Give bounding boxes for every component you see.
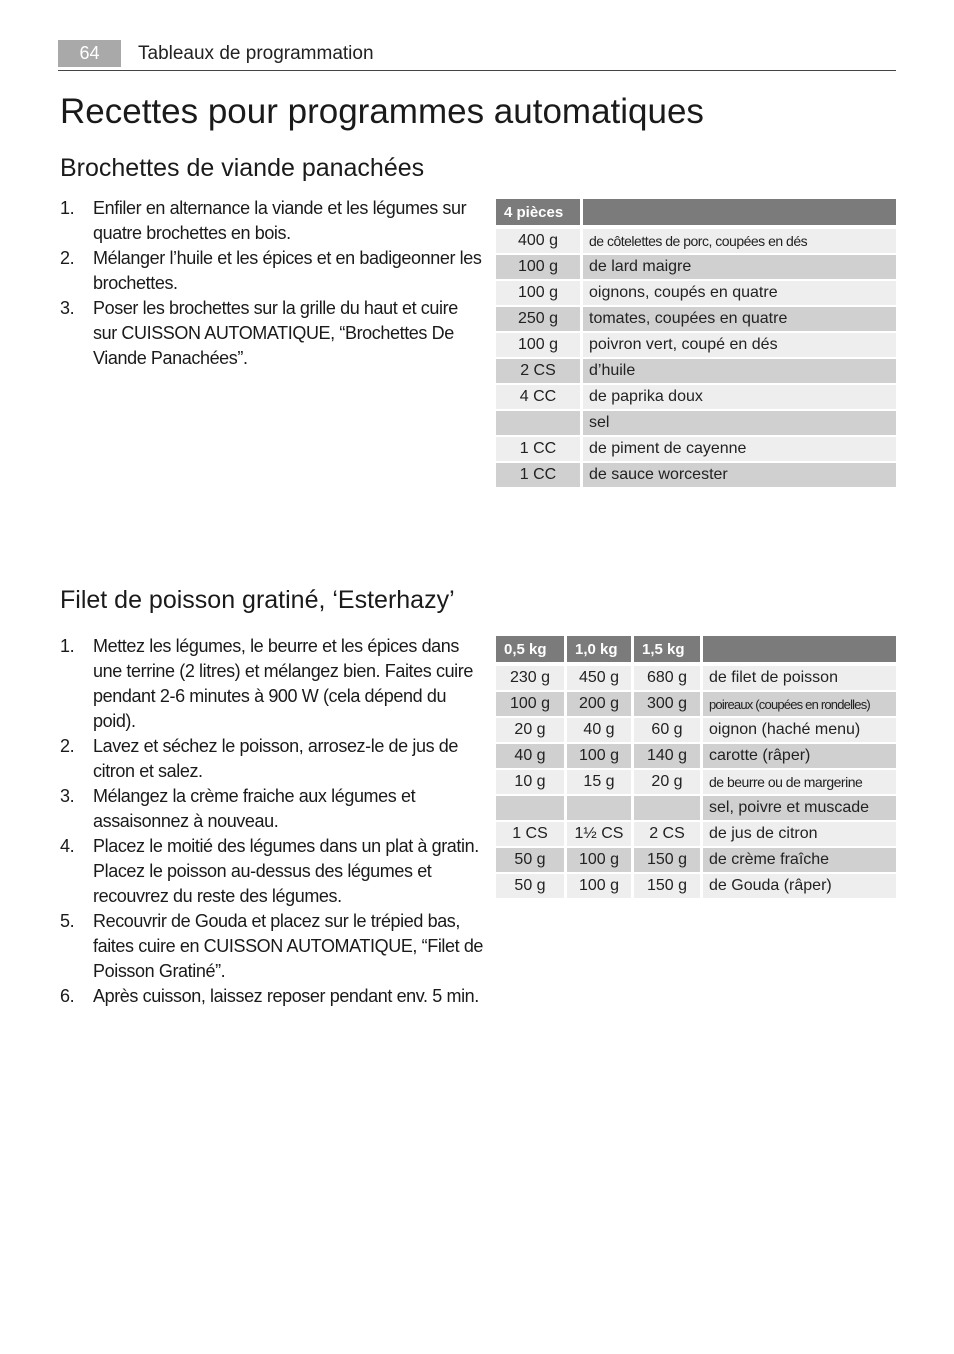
- table-row: [496, 796, 896, 822]
- table-row: [496, 692, 896, 718]
- recipe2-step: [60, 734, 484, 784]
- step-number: 6.: [60, 986, 75, 1006]
- quantity-cell: 100 g: [496, 692, 564, 718]
- table-row: [496, 307, 896, 333]
- column-header: 4 pièces: [496, 199, 580, 229]
- table-header-row: [496, 636, 896, 666]
- quantity-cell: 100 g: [496, 281, 580, 307]
- table-row: [496, 359, 896, 385]
- quantity-cell: 50 g: [496, 874, 564, 900]
- step-number: 1.: [60, 198, 75, 218]
- quantity-cell: 15 g: [567, 770, 631, 796]
- quantity-cell: 150 g: [634, 874, 700, 900]
- ingredient-cell: de beurre ou de margerine: [703, 770, 896, 796]
- recipe1-step: [60, 296, 484, 371]
- page-header: [58, 40, 896, 71]
- table-row: [496, 848, 896, 874]
- column-header: 1,5 kg: [634, 636, 700, 666]
- ingredient-cell: poivron vert, coupé en dés: [583, 333, 896, 359]
- table-header-row: [496, 199, 896, 229]
- recipe2-step: [60, 909, 484, 984]
- quantity-cell: 1 CC: [496, 437, 580, 463]
- ingredient-cell: sel: [583, 411, 896, 437]
- step-number: 1.: [60, 636, 75, 656]
- table-row: [496, 770, 896, 796]
- ingredient-cell: de lard maigre: [583, 255, 896, 281]
- table-row: [496, 874, 896, 900]
- ingredient-cell: poireaux (coupées en rondelles): [703, 692, 896, 718]
- ingredient-cell: de crème fraîche: [703, 848, 896, 874]
- quantity-cell: 100 g: [567, 874, 631, 900]
- ingredient-cell: tomates, coupées en quatre: [583, 307, 896, 333]
- quantity-cell: 40 g: [567, 718, 631, 744]
- quantity-cell: 400 g: [496, 229, 580, 255]
- column-header: [583, 199, 896, 229]
- recipe1-step: [60, 246, 484, 296]
- quantity-cell: 230 g: [496, 666, 564, 692]
- step-text: Lavez et séchez le poisson, arrosez-le de jus de citron et salez.: [93, 736, 459, 781]
- quantity-cell: 20 g: [496, 718, 564, 744]
- ingredient-cell: carotte (râper): [703, 744, 896, 770]
- table-row: [496, 281, 896, 307]
- recipe2-heading: Filet de poisson gratiné, ‘Esterhazy’: [60, 586, 455, 614]
- step-text: Mélangez la crème fraiche aux légumes et assaisonnez à nouveau.: [93, 786, 416, 831]
- step-text: Mélanger l’huile et les épices et en badigeonner les brochettes.: [93, 248, 482, 293]
- quantity-cell: 680 g: [634, 666, 700, 692]
- quantity-cell: 300 g: [634, 692, 700, 718]
- quantity-cell: 100 g: [567, 848, 631, 874]
- step-number: 2.: [60, 736, 75, 756]
- quantity-cell: 60 g: [634, 718, 700, 744]
- column-header: [703, 636, 896, 666]
- ingredient-cell: de jus de citron: [703, 822, 896, 848]
- ingredient-cell: oignons, coupés en quatre: [583, 281, 896, 307]
- table-row: [496, 718, 896, 744]
- step-text: Placez le moitié des légumes dans un plat à gratin. Placez le poisson au-dessus des légumes et recouvrez du reste des légumes.: [93, 836, 479, 906]
- recipe1-ingredients-table: [493, 199, 899, 489]
- table-row: [496, 666, 896, 692]
- quantity-cell: 150 g: [634, 848, 700, 874]
- recipe1-heading: Brochettes de viande panachées: [60, 154, 425, 182]
- quantity-cell: 1 CC: [496, 463, 580, 489]
- ingredient-cell: de paprika doux: [583, 385, 896, 411]
- quantity-cell: [634, 796, 700, 822]
- quantity-cell: 450 g: [567, 666, 631, 692]
- quantity-cell: 1½ CS: [567, 822, 631, 848]
- quantity-cell: 20 g: [634, 770, 700, 796]
- recipe2-step: [60, 984, 484, 1009]
- quantity-cell: 250 g: [496, 307, 580, 333]
- ingredient-cell: d’huile: [583, 359, 896, 385]
- ingredient-cell: de sauce worcester: [583, 463, 896, 489]
- recipe2-steps: [60, 634, 484, 1009]
- step-number: 4.: [60, 836, 75, 856]
- table-row: [496, 744, 896, 770]
- quantity-cell: 10 g: [496, 770, 564, 796]
- step-number: 3.: [60, 298, 75, 318]
- quantity-cell: [496, 796, 564, 822]
- quantity-cell: 40 g: [496, 744, 564, 770]
- recipe1-steps: [60, 196, 484, 371]
- quantity-cell: 2 CS: [634, 822, 700, 848]
- step-text: Mettez les légumes, le beurre et les épices dans une terrine (2 litres) et mélangez bien. Faites cuire pendant 2-6 minutes à 900 W (cela dépend du poid).: [93, 636, 473, 731]
- section-label: Tableaux de programmation: [138, 43, 374, 64]
- quantity-cell: 100 g: [496, 333, 580, 359]
- quantity-cell: 4 CC: [496, 385, 580, 411]
- recipe2-ingredients-table: [493, 636, 899, 900]
- quantity-cell: 140 g: [634, 744, 700, 770]
- page-number: 64: [58, 40, 121, 67]
- ingredient-cell: de piment de cayenne: [583, 437, 896, 463]
- step-text: Poser les brochettes sur la grille du haut et cuire sur CUISSON AUTOMATIQUE, “Brochettes De Viande Panachées”.: [93, 298, 458, 368]
- quantity-cell: 2 CS: [496, 359, 580, 385]
- column-header: 1,0 kg: [567, 636, 631, 666]
- step-number: 5.: [60, 911, 75, 931]
- step-number: 3.: [60, 786, 75, 806]
- recipe2-step: [60, 834, 484, 909]
- step-number: 2.: [60, 248, 75, 268]
- quantity-cell: 100 g: [496, 255, 580, 281]
- quantity-cell: 1 CS: [496, 822, 564, 848]
- ingredient-cell: de côtelettes de porc, coupées en dés: [583, 229, 896, 255]
- table-row: [496, 385, 896, 411]
- page-title: Recettes pour programmes automatiques: [60, 92, 704, 131]
- table-row: [496, 463, 896, 489]
- step-text: Enfiler en alternance la viande et les légumes sur quatre brochettes en bois.: [93, 198, 467, 243]
- recipe2-step: [60, 634, 484, 734]
- ingredient-cell: sel, poivre et muscade: [703, 796, 896, 822]
- table-row: [496, 255, 896, 281]
- quantity-cell: [496, 411, 580, 437]
- step-text: Recouvrir de Gouda et placez sur le trépied bas, faites cuire en CUISSON AUTOMATIQUE, “Filet de Poisson Gratiné”.: [93, 911, 484, 981]
- step-text: Après cuisson, laissez reposer pendant env. 5 min.: [93, 986, 479, 1006]
- ingredient-cell: de filet de poisson: [703, 666, 896, 692]
- quantity-cell: 50 g: [496, 848, 564, 874]
- quantity-cell: [567, 796, 631, 822]
- ingredient-cell: oignon (haché menu): [703, 718, 896, 744]
- table-row: [496, 411, 896, 437]
- table-row: [496, 229, 896, 255]
- recipe1-step: [60, 196, 484, 246]
- quantity-cell: 100 g: [567, 744, 631, 770]
- recipe2-step: [60, 784, 484, 834]
- table-row: [496, 333, 896, 359]
- table-row: [496, 822, 896, 848]
- quantity-cell: 200 g: [567, 692, 631, 718]
- column-header: 0,5 kg: [496, 636, 564, 666]
- table-row: [496, 437, 896, 463]
- ingredient-cell: de Gouda (râper): [703, 874, 896, 900]
